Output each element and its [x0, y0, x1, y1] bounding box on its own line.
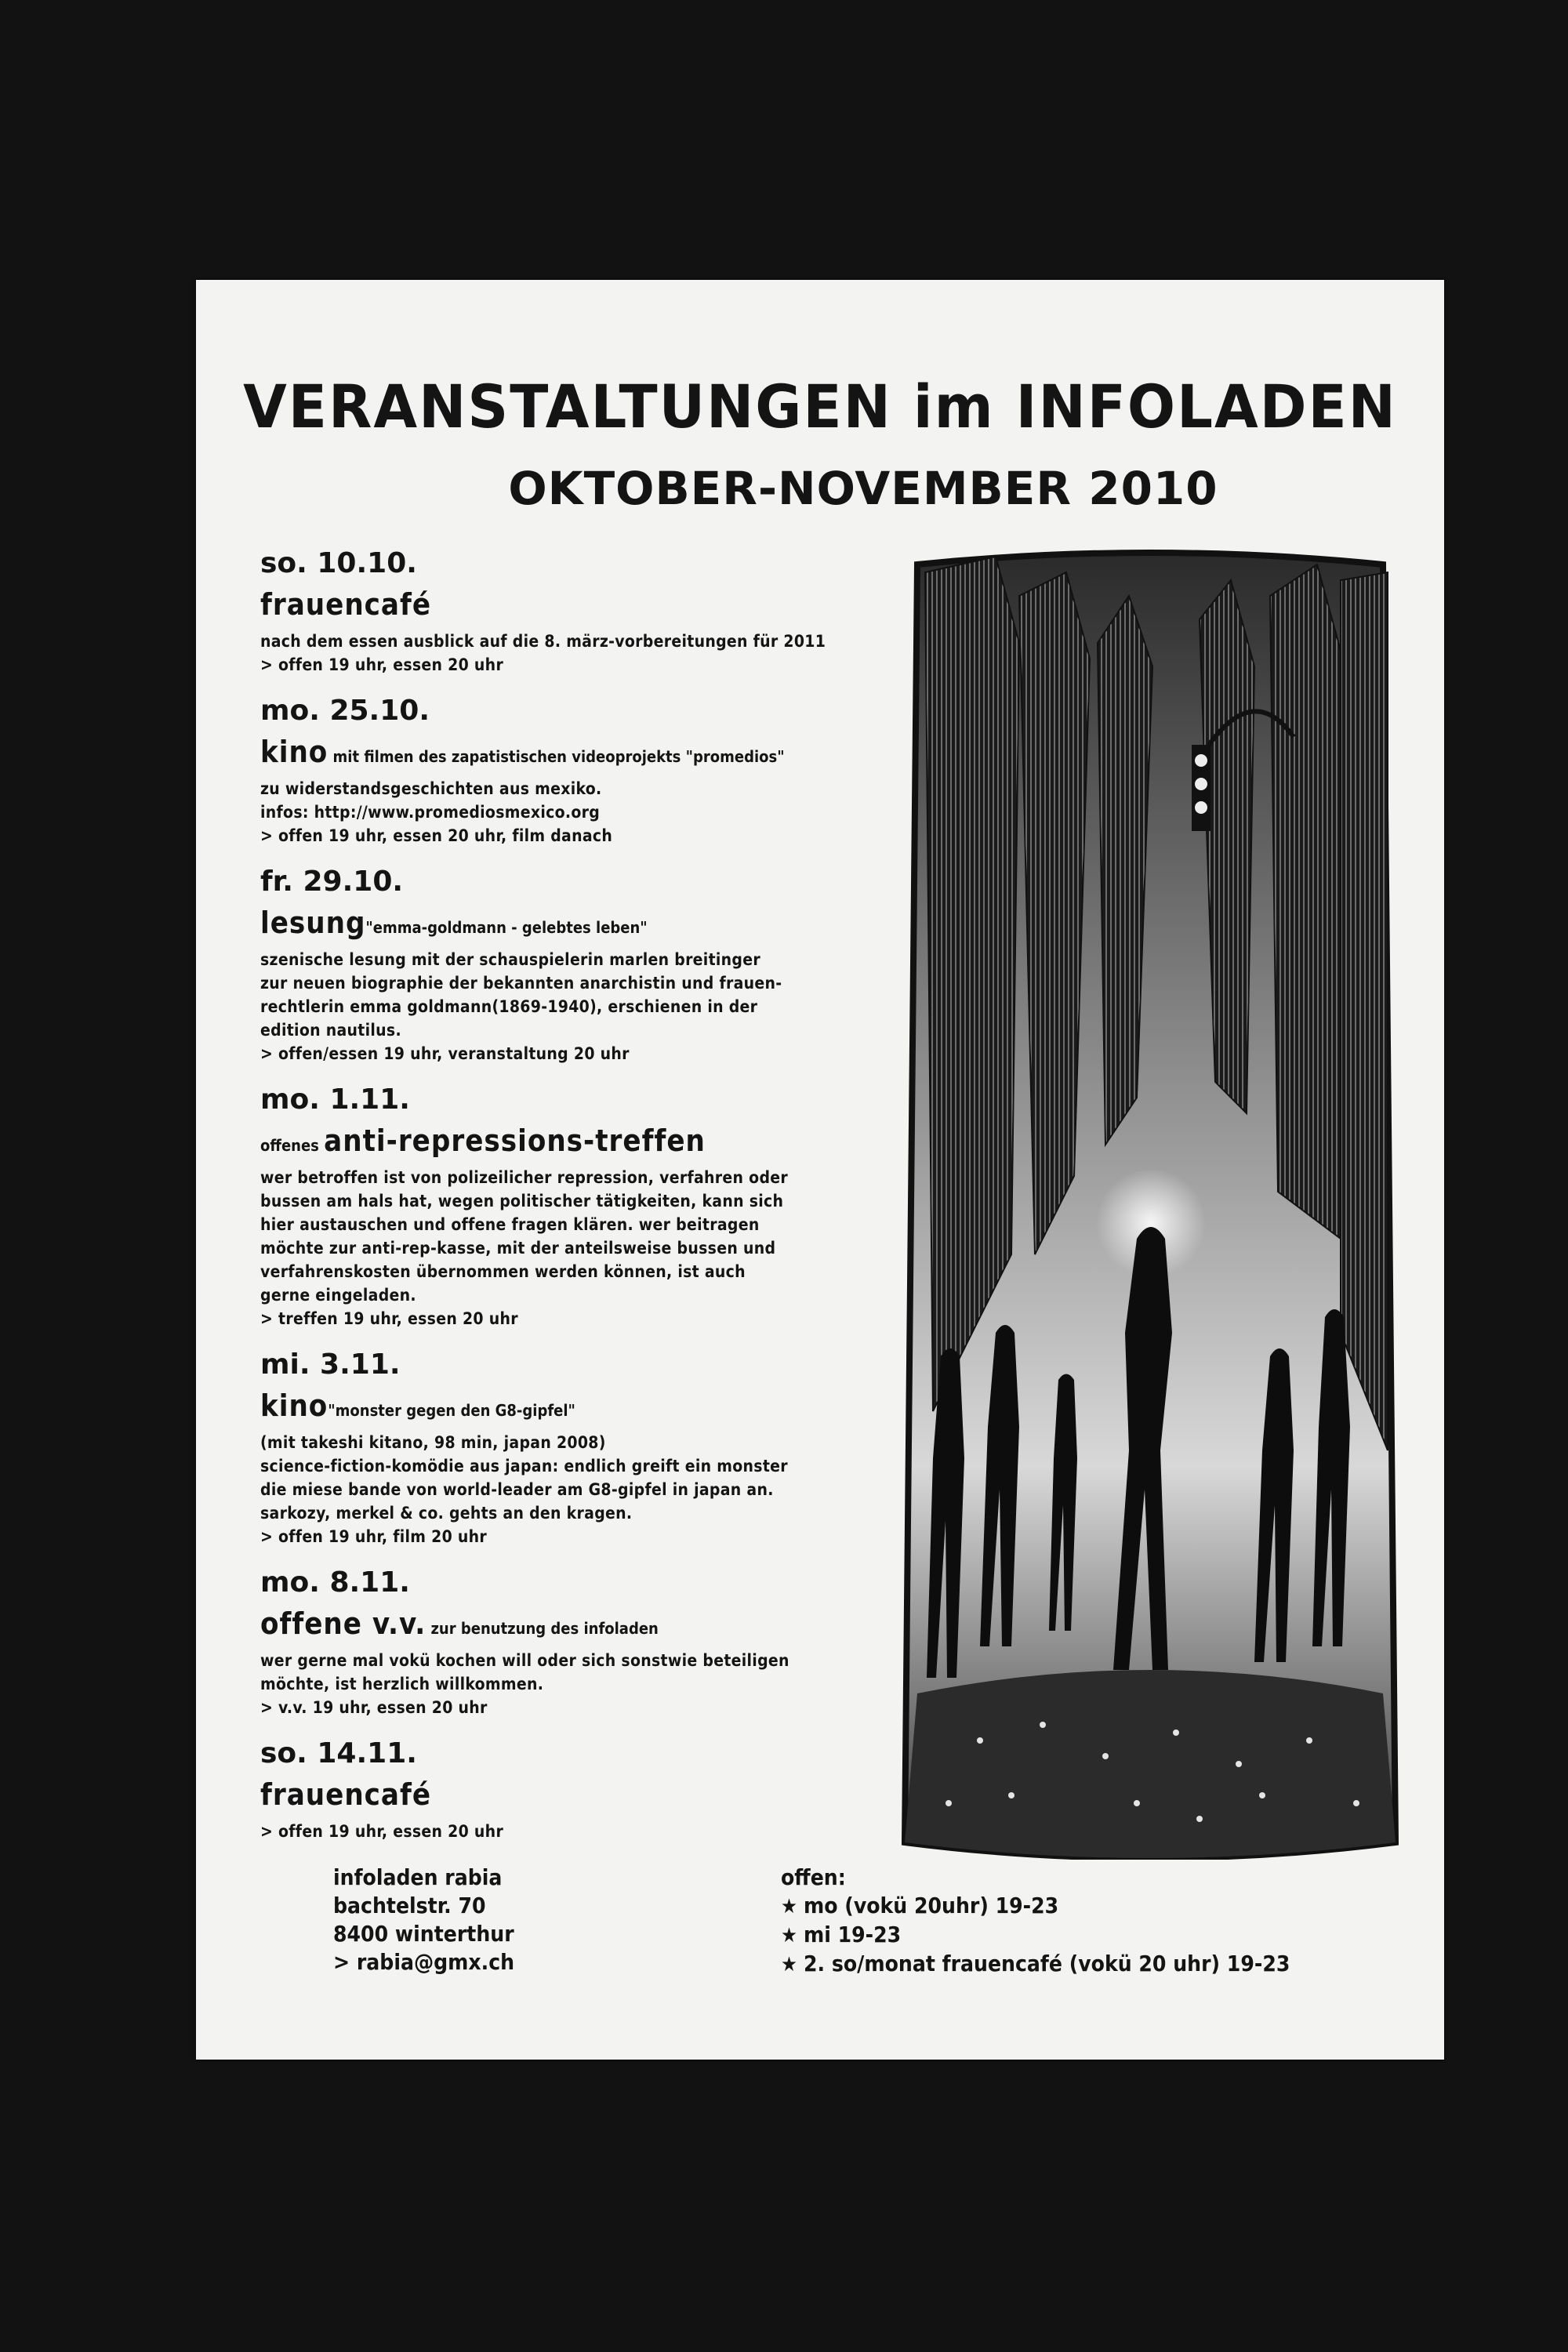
event-description-line: > offen/essen 19 uhr, veranstaltung 20 uhr	[260, 1044, 630, 1063]
star-icon: ★	[781, 1953, 797, 1976]
event-heading-suffix: mit filmen des zapatistischen videoprojekts "promedios"	[328, 747, 785, 766]
event-heading-title: lesung	[260, 906, 366, 940]
opening-hours-title: offen:	[781, 1864, 846, 1890]
event-description-line: (mit takeshi kitano, 98 min, japan 2008)	[260, 1433, 606, 1452]
event-description-line: > offen 19 uhr, essen 20 uhr	[260, 655, 504, 674]
event-description-line: > offen 19 uhr, essen 20 uhr, film danach	[260, 826, 613, 845]
address-line: bachtelstr. 70	[333, 1893, 486, 1918]
event-date: so. 10.10.	[260, 547, 417, 579]
event-heading-suffix: zur benutzung des infoladen	[426, 1619, 659, 1638]
event-date: mo. 25.10.	[260, 695, 430, 727]
event-description-line: zur neuen biographie der bekannten anarchistin und frauen-	[260, 974, 782, 993]
event-heading-title: offene v.v.	[260, 1606, 426, 1641]
event-description-line: wer betroffen ist von polizeilicher repression, verfahren oder	[260, 1168, 789, 1187]
event-description-line: nach dem essen ausblick auf die 8. märz-vorbereitungen für 2011	[260, 632, 826, 651]
woodcut-illustration	[902, 549, 1399, 1860]
event-description-line: hier austauschen und offene fragen klären. wer beitragen	[260, 1215, 760, 1234]
event-heading-title: frauencafé	[260, 1777, 432, 1812]
event-description-line: möchte zur anti-rep-kasse, mit der anteilsweise bussen und	[260, 1239, 776, 1258]
event-description-line: rechtlerin emma goldmann(1869-1940), erschienen in der	[260, 997, 758, 1016]
event-description-line: > offen 19 uhr, essen 20 uhr	[260, 1822, 504, 1841]
event-date: mo. 8.11.	[260, 1566, 410, 1599]
event-description-line: die miese bande von world-leader am G8-gipfel in japan an.	[260, 1480, 774, 1499]
event-date: so. 14.11.	[260, 1737, 417, 1769]
event-description-line: science-fiction-komödie aus japan: endlich greift ein monster	[260, 1457, 788, 1475]
event-description-line: sarkozy, merkel & co. gehts an den kragen.	[260, 1504, 633, 1523]
flyer-title: VERANSTALTUNGEN im INFOLADEN	[243, 372, 1397, 442]
event-description-line: > treffen 19 uhr, essen 20 uhr	[260, 1309, 518, 1328]
event-description-line: infos: http://www.promediosmexico.org	[260, 803, 601, 822]
event-date: fr. 29.10.	[260, 866, 404, 898]
opening-hours-item: ★ mo (vokü 20uhr) 19-23	[781, 1893, 1059, 1918]
address-line: 8400 winterthur	[333, 1921, 514, 1947]
flyer-sheet	[196, 280, 1444, 2060]
event-heading-prefix: offenes	[260, 1136, 325, 1155]
event-heading-suffix: "monster gegen den G8-gipfel"	[328, 1401, 575, 1420]
opening-hours-item: ★ 2. so/monat frauencafé (vokü 20 uhr) 19-23	[781, 1951, 1290, 1976]
event-description-line: szenische lesung mit der schauspielerin marlen breitinger	[260, 950, 760, 969]
event-description-line: verfahrenskosten übernommen werden können, ist auch	[260, 1262, 746, 1281]
event-date: mi. 3.11.	[260, 1348, 401, 1381]
address-email: > rabia@gmx.ch	[333, 1949, 515, 1975]
event-heading-suffix: "emma-goldmann - gelebtes leben"	[365, 918, 648, 937]
event-heading-title: frauencafé	[260, 587, 432, 622]
event-heading-title: kino	[260, 735, 328, 769]
event-heading-title: kino	[260, 1388, 328, 1423]
event-description-line: möchte, ist herzlich willkommen.	[260, 1675, 544, 1693]
flyer-subtitle: OKTOBER-NOVEMBER 2010	[508, 462, 1218, 515]
address-line: infoladen rabia	[333, 1864, 503, 1890]
address-block	[333, 1864, 514, 1976]
event-description-line: > offen 19 uhr, film 20 uhr	[260, 1527, 488, 1546]
event-description-line: edition nautilus.	[260, 1021, 401, 1040]
opening-hours	[781, 1864, 1290, 1979]
opening-hours-item: ★ mi 19-23	[781, 1922, 902, 1947]
event-date: mo. 1.11.	[260, 1083, 410, 1116]
event-heading-title: anti-repressions-treffen	[324, 1123, 706, 1158]
event-description-line: wer gerne mal vokü kochen will oder sich sonstwie beteiligen	[260, 1651, 789, 1670]
event-description-line: gerne eingeladen.	[260, 1286, 416, 1305]
star-icon: ★	[781, 1924, 797, 1947]
event-description-line: > v.v. 19 uhr, essen 20 uhr	[260, 1698, 488, 1717]
star-icon: ★	[781, 1895, 797, 1918]
event-description-line: zu widerstandsgeschichten aus mexiko.	[260, 779, 602, 798]
event-description-line: bussen am hals hat, wegen politischer tätigkeiten, kann sich	[260, 1192, 784, 1210]
